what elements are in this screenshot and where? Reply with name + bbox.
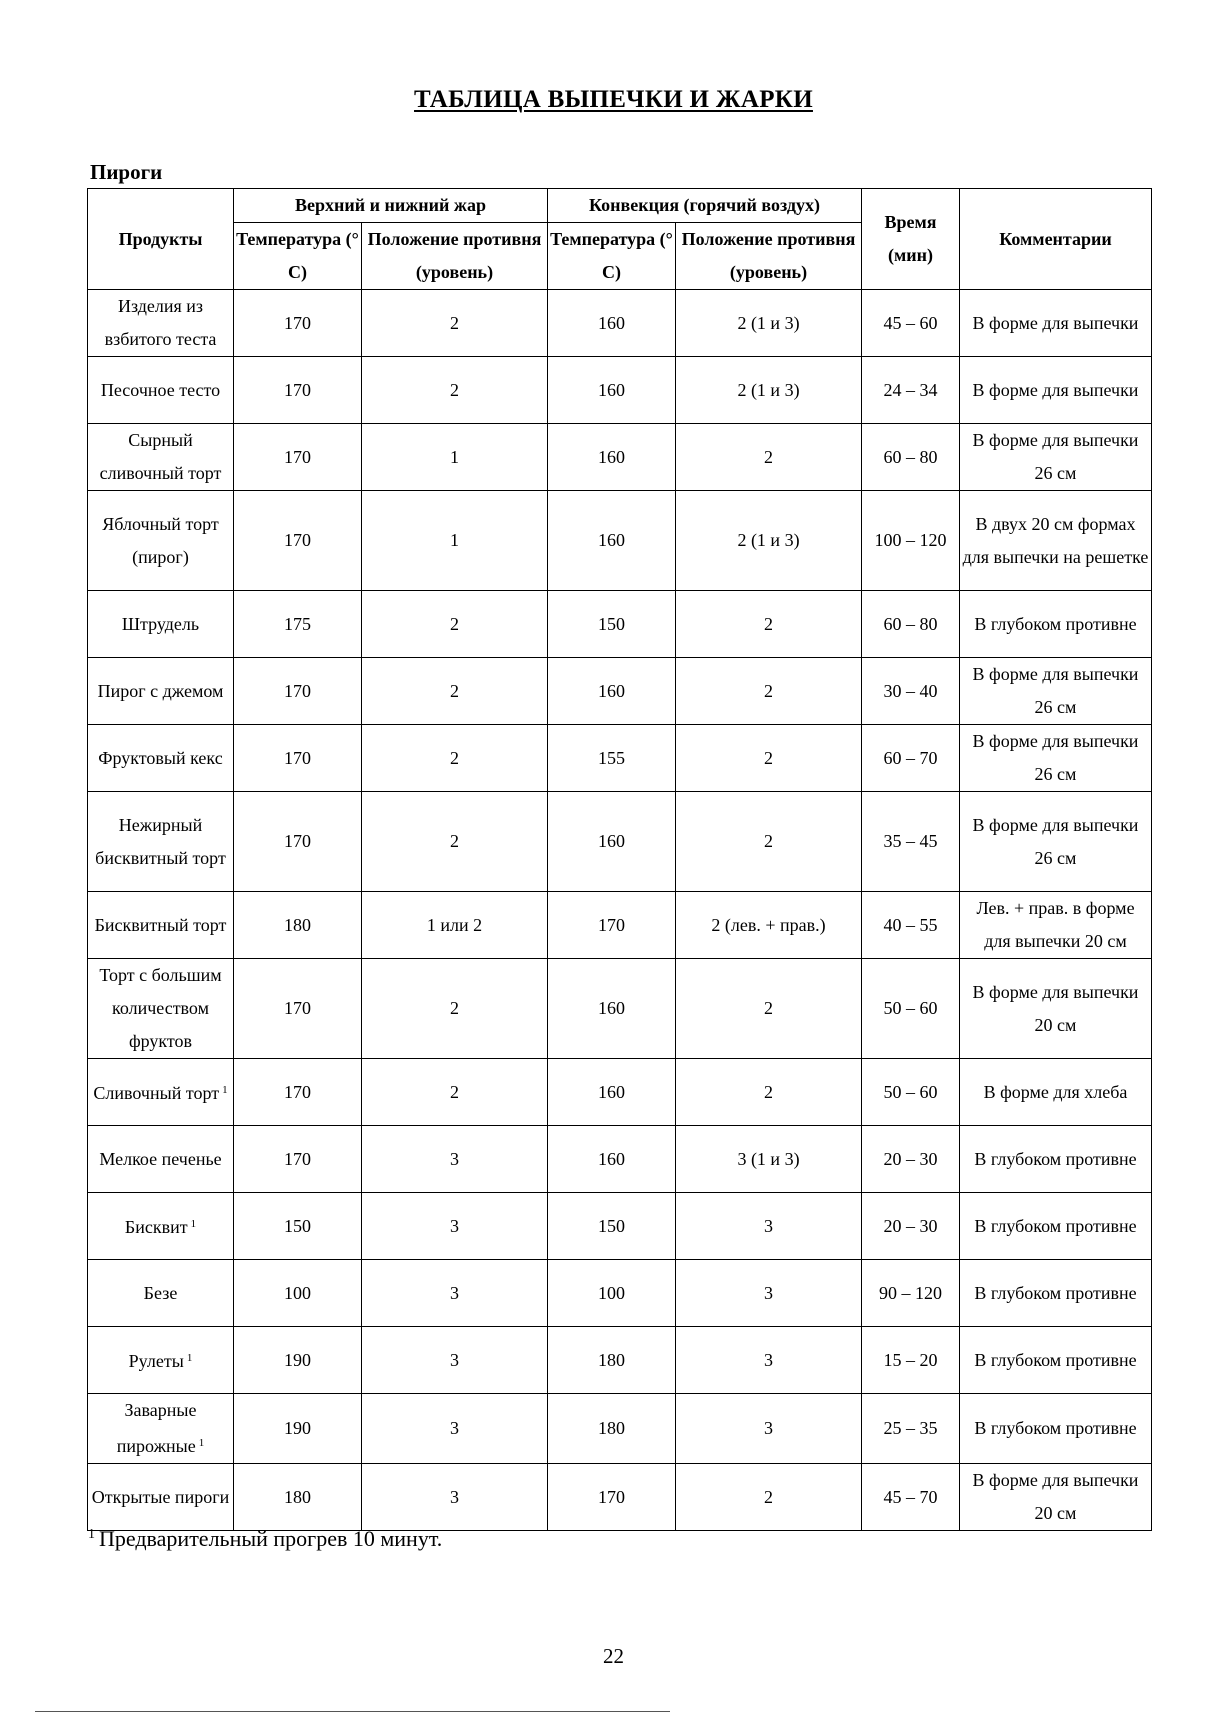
cell-time [862, 1193, 960, 1260]
page-number: 22 [603, 1644, 624, 1668]
cell-position-top-bottom [362, 1260, 548, 1327]
cell-comment [960, 658, 1152, 725]
cell-comment [960, 1059, 1152, 1126]
cell-temperature-convection-text: 170 [598, 1486, 625, 1507]
cell-temperature-convection-text: 160 [598, 831, 625, 851]
cell-position-convection-text: 2 [764, 613, 773, 634]
cell-time-text: 35 – 45 [883, 831, 938, 851]
table-row [88, 892, 1152, 959]
cell-position-convection [676, 959, 862, 1059]
cell-temperature-top-bottom [234, 1394, 362, 1464]
cell-time-text: 40 – 55 [883, 914, 938, 935]
cell-position-top-bottom [362, 357, 548, 424]
cell-position-convection-text: 3 [764, 1349, 773, 1370]
cell-comment [960, 1464, 1152, 1531]
header-products: Продукты [88, 189, 234, 290]
cell-temperature-convection-text: 160 [598, 680, 625, 701]
cell-position-convection [676, 491, 862, 591]
header-comments: Комментарии [960, 189, 1152, 290]
cell-temperature-convection [548, 1464, 676, 1531]
cell-position-top-bottom-text: 3 [450, 1486, 459, 1507]
cell-temperature-convection [548, 357, 676, 424]
cell-temperature-top-bottom-text: 170 [284, 747, 311, 768]
footnote-ref: 1 [198, 1437, 205, 1449]
cell-position-top-bottom-text: 3 [450, 1215, 459, 1236]
cell-comment-text: В глубоком противне [974, 1282, 1137, 1303]
cell-position-top-bottom-text: 3 [450, 1349, 459, 1370]
cell-product [88, 1059, 234, 1126]
cell-time [862, 892, 960, 959]
cell-temperature-top-bottom [234, 1059, 362, 1126]
table-row [88, 1059, 1152, 1126]
cell-temperature-top-bottom [234, 1193, 362, 1260]
footnote-ref: 1 [190, 1218, 197, 1230]
cell-temperature-convection [548, 959, 676, 1059]
cell-comment [960, 792, 1152, 892]
cell-comment [960, 591, 1152, 658]
cell-position-convection [676, 1126, 862, 1193]
cell-position-top-bottom-text: 2 [450, 379, 459, 400]
cell-comment [960, 892, 1152, 959]
cell-comment-text: В глубоком противне [974, 613, 1137, 634]
cell-comment [960, 491, 1152, 591]
cell-position-top-bottom-text: 3 [450, 1148, 459, 1169]
cell-temperature-top-bottom-text: 170 [284, 1081, 311, 1102]
cell-comment [960, 725, 1152, 792]
cell-time [862, 591, 960, 658]
cell-time-text: 45 – 70 [883, 1486, 938, 1507]
cell-position-convection-text: 3 [764, 1282, 773, 1303]
header-temperature-1: Температура (° C) [234, 223, 362, 290]
cell-temperature-convection-text: 160 [598, 998, 625, 1018]
baking-table [87, 188, 1152, 1531]
cell-position-top-bottom-text: 3 [450, 1282, 459, 1303]
cell-comment-text: В форме для выпечки 26 см [972, 664, 1139, 717]
cell-position-top-bottom [362, 1394, 548, 1464]
cell-position-top-bottom [362, 290, 548, 357]
cell-position-top-bottom-text: 1 [450, 446, 459, 467]
cell-time [862, 1394, 960, 1464]
cell-temperature-convection-text: 160 [598, 446, 625, 467]
cell-product [88, 1193, 234, 1260]
cell-product-text: Торт с большим количеством фруктов [99, 965, 222, 1051]
cell-comment-text: В форме для выпечки 20 см [972, 981, 1139, 1035]
cell-time-text: 45 – 60 [883, 312, 938, 333]
cell-temperature-convection-text: 100 [598, 1282, 625, 1303]
cell-temperature-convection-text: 160 [598, 312, 625, 333]
cell-temperature-top-bottom [234, 725, 362, 792]
cell-temperature-convection [548, 1193, 676, 1260]
cell-comment [960, 1394, 1152, 1464]
cell-comment [960, 1327, 1152, 1394]
cell-product [88, 1394, 234, 1464]
cell-temperature-top-bottom-text: 190 [284, 1418, 311, 1438]
table-row [88, 1327, 1152, 1394]
cell-position-convection-text: 2 [764, 747, 773, 768]
cell-temperature-convection [548, 1394, 676, 1464]
cell-product-text: Яблочный торт (пирог) [102, 513, 219, 567]
table-row [88, 491, 1152, 591]
cell-position-convection-text: 2 [764, 446, 773, 467]
cell-position-convection [676, 1193, 862, 1260]
cell-temperature-top-bottom [234, 1464, 362, 1531]
cell-temperature-top-bottom-text: 150 [284, 1215, 311, 1236]
cell-position-top-bottom-text: 1 [450, 530, 459, 550]
cell-temperature-top-bottom-text: 170 [284, 446, 311, 467]
cell-temperature-convection [548, 491, 676, 591]
cell-product [88, 591, 234, 658]
cell-temperature-convection [548, 1059, 676, 1126]
footnote-ref: 1 [186, 1352, 193, 1364]
cell-position-convection [676, 792, 862, 892]
cell-product-text: Штрудель [121, 613, 200, 634]
cell-position-top-bottom-text: 2 [450, 831, 459, 851]
cell-temperature-convection-text: 155 [598, 747, 625, 768]
cell-position-convection [676, 357, 862, 424]
table-row [88, 792, 1152, 892]
table-row [88, 1394, 1152, 1464]
cell-position-convection-text: 2 (1 и 3) [737, 312, 800, 333]
table-body [88, 290, 1152, 1531]
page-title: ТАБЛИЦА ВЫПЕЧКИ И ЖАРКИ [414, 86, 813, 113]
header-group-top-bottom: Верхний и нижний жар [234, 189, 548, 223]
cell-temperature-top-bottom-text: 100 [284, 1282, 311, 1303]
cell-temperature-convection [548, 792, 676, 892]
table-row [88, 591, 1152, 658]
cell-time-text: 50 – 60 [883, 1081, 938, 1102]
cell-time [862, 290, 960, 357]
cell-temperature-convection [548, 892, 676, 959]
cell-time [862, 1059, 960, 1126]
cell-temperature-convection-text: 150 [598, 613, 625, 634]
cell-time-text: 60 – 80 [883, 446, 938, 467]
cell-position-top-bottom [362, 959, 548, 1059]
cell-product [88, 1327, 234, 1394]
cell-temperature-top-bottom [234, 357, 362, 424]
cell-product [88, 658, 234, 725]
cell-product [88, 357, 234, 424]
footnote-text: Предварительный прогрев 10 минут. [99, 1526, 443, 1551]
cell-comment [960, 1193, 1152, 1260]
cell-position-top-bottom [362, 491, 548, 591]
cell-position-convection [676, 290, 862, 357]
cell-product [88, 1126, 234, 1193]
cell-temperature-convection-text: 180 [598, 1418, 625, 1438]
cell-position-top-bottom [362, 591, 548, 658]
cell-comment-text: В форме для выпечки 26 см [972, 430, 1139, 483]
cell-temperature-top-bottom [234, 591, 362, 658]
cell-position-top-bottom [362, 424, 548, 491]
cell-time-text: 60 – 80 [883, 613, 938, 634]
cell-temperature-top-bottom-text: 170 [284, 1148, 311, 1169]
cell-position-convection [676, 1464, 862, 1531]
cell-temperature-top-bottom [234, 1327, 362, 1394]
cell-time [862, 725, 960, 792]
cell-temperature-top-bottom [234, 1260, 362, 1327]
cell-position-top-bottom [362, 1464, 548, 1531]
cell-comment-text: В двух 20 см формах для выпечки на решетке [962, 513, 1149, 567]
table-row [88, 290, 1152, 357]
table-row [88, 658, 1152, 725]
cell-product-text: Нежирный бисквитный торт [95, 814, 226, 868]
cell-time [862, 357, 960, 424]
cell-product-text: Сливочный торт [93, 1083, 220, 1103]
cell-comment [960, 424, 1152, 491]
cell-product-text: Пирог с джемом [97, 680, 224, 701]
cell-temperature-top-bottom [234, 658, 362, 725]
cell-position-convection-text: 3 [764, 1418, 773, 1438]
table-row [88, 959, 1152, 1059]
cell-position-top-bottom-text: 3 [450, 1418, 459, 1438]
cell-position-convection-text: 2 (1 и 3) [737, 379, 800, 400]
cell-position-convection-text: 3 [764, 1215, 773, 1236]
table-row [88, 1260, 1152, 1327]
table-header [88, 189, 1152, 290]
cell-comment-text: В форме для выпечки 26 см [972, 814, 1139, 868]
cell-temperature-convection-text: 180 [598, 1349, 625, 1370]
cell-position-convection-text: 2 [764, 1081, 773, 1102]
cell-temperature-convection [548, 290, 676, 357]
cell-temperature-top-bottom [234, 290, 362, 357]
footnote [88, 1526, 442, 1552]
cell-position-convection-text: 2 [764, 680, 773, 701]
cell-temperature-convection [548, 658, 676, 725]
cell-time [862, 1464, 960, 1531]
cell-temperature-top-bottom [234, 892, 362, 959]
cell-position-top-bottom-text: 1 или 2 [426, 914, 483, 935]
cell-temperature-convection [548, 725, 676, 792]
cell-product [88, 792, 234, 892]
cell-comment-text: В форме для выпечки 20 см [972, 1470, 1139, 1523]
cell-temperature-top-bottom-text: 175 [284, 613, 311, 634]
table-row [88, 1464, 1152, 1531]
footnote-ref: 1 [222, 1084, 228, 1096]
bottom-rule [35, 1711, 670, 1712]
header-time: Время (мин) [862, 189, 960, 290]
cell-position-convection-text: 2 (1 и 3) [737, 530, 800, 550]
cell-time-text: 20 – 30 [883, 1215, 938, 1236]
cell-time [862, 792, 960, 892]
table-row [88, 1193, 1152, 1260]
cell-position-convection-text: 3 (1 и 3) [737, 1148, 800, 1169]
cell-temperature-convection-text: 160 [598, 530, 625, 550]
cell-comment [960, 357, 1152, 424]
cell-comment-text: В глубоком противне [974, 1349, 1137, 1370]
cell-position-convection [676, 1394, 862, 1464]
cell-comment-text: В форме для выпечки [972, 379, 1139, 400]
cell-temperature-convection-text: 160 [598, 1081, 625, 1102]
cell-temperature-top-bottom-text: 190 [284, 1349, 311, 1370]
cell-temperature-top-bottom-text: 180 [284, 914, 311, 935]
cell-time-text: 100 – 120 [874, 530, 947, 550]
cell-product-text: Бисквит [124, 1217, 188, 1237]
cell-position-top-bottom [362, 1327, 548, 1394]
table-row [88, 424, 1152, 491]
cell-temperature-convection [548, 1260, 676, 1327]
cell-position-top-bottom-text: 2 [450, 680, 459, 701]
cell-product-text: Песочное тесто [100, 379, 221, 400]
cell-time-text: 20 – 30 [883, 1148, 938, 1169]
cell-time [862, 1260, 960, 1327]
cell-temperature-convection [548, 1126, 676, 1193]
cell-product [88, 1464, 234, 1531]
cell-position-top-bottom [362, 1193, 548, 1260]
cell-position-top-bottom-text: 2 [450, 998, 459, 1018]
cell-temperature-top-bottom-text: 170 [284, 680, 311, 701]
cell-position-top-bottom-text: 2 [450, 312, 459, 333]
cell-product-text: Заварные пирожные [116, 1400, 197, 1456]
cell-comment-text: В глубоком противне [974, 1148, 1137, 1169]
cell-time [862, 1126, 960, 1193]
cell-comment-text: В форме для выпечки 26 см [972, 731, 1139, 784]
cell-temperature-convection-text: 160 [598, 1148, 625, 1169]
cell-position-top-bottom [362, 1059, 548, 1126]
cell-product [88, 959, 234, 1059]
cell-position-convection [676, 591, 862, 658]
cell-temperature-convection [548, 424, 676, 491]
cell-position-top-bottom [362, 658, 548, 725]
table-row [88, 1126, 1152, 1193]
cell-time-text: 15 – 20 [883, 1349, 938, 1370]
cell-product [88, 424, 234, 491]
cell-time-text: 30 – 40 [883, 680, 938, 701]
cell-comment-text: Лев. + прав. в форме для выпечки 20 см [976, 898, 1135, 951]
cell-position-top-bottom-text: 2 [450, 1081, 459, 1102]
cell-time-text: 60 – 70 [883, 747, 938, 768]
cell-temperature-top-bottom-text: 170 [284, 530, 311, 550]
cell-temperature-convection [548, 591, 676, 658]
header-temperature-2: Температура (° C) [548, 223, 676, 290]
footnote-mark: 1 [88, 1527, 95, 1542]
cell-product-text: Бисквитный торт [94, 914, 227, 935]
cell-comment-text: В форме для выпечки [972, 312, 1139, 333]
cell-product-text: Безе [143, 1282, 178, 1303]
cell-temperature-convection-text: 160 [598, 379, 625, 400]
cell-comment [960, 1260, 1152, 1327]
cell-time-text: 50 – 60 [883, 998, 938, 1018]
cell-position-convection [676, 1059, 862, 1126]
cell-time [862, 658, 960, 725]
cell-position-convection-text: 2 (лев. + прав.) [711, 914, 826, 935]
cell-position-convection [676, 658, 862, 725]
cell-comment [960, 290, 1152, 357]
cell-comment-text: В глубоком противне [974, 1418, 1137, 1438]
cell-temperature-top-bottom-text: 180 [284, 1486, 311, 1507]
cell-time-text: 25 – 35 [883, 1418, 938, 1438]
cell-temperature-top-bottom-text: 170 [284, 379, 311, 400]
cell-position-top-bottom [362, 892, 548, 959]
cell-time [862, 959, 960, 1059]
cell-position-top-bottom [362, 725, 548, 792]
cell-position-convection [676, 1327, 862, 1394]
cell-product-text: Изделия из взбитого теста [104, 296, 217, 349]
header-group-convection: Конвекция (горячий воздух) [548, 189, 862, 223]
cell-temperature-convection [548, 1327, 676, 1394]
cell-position-top-bottom [362, 792, 548, 892]
cell-temperature-convection-text: 170 [598, 914, 625, 935]
cell-product-text: Сырный сливочный торт [99, 430, 222, 483]
cell-product [88, 725, 234, 792]
cell-position-top-bottom [362, 1126, 548, 1193]
cell-position-convection-text: 2 [764, 831, 773, 851]
cell-position-convection [676, 424, 862, 491]
cell-position-convection [676, 1260, 862, 1327]
cell-product [88, 1260, 234, 1327]
cell-position-top-bottom-text: 2 [450, 613, 459, 634]
cell-position-convection [676, 892, 862, 959]
cell-time [862, 424, 960, 491]
cell-position-convection-text: 2 [764, 1486, 773, 1507]
table-row [88, 357, 1152, 424]
cell-comment-text: В форме для хлеба [983, 1081, 1128, 1102]
cell-temperature-top-bottom-text: 170 [284, 312, 311, 333]
cell-comment [960, 959, 1152, 1059]
cell-product [88, 290, 234, 357]
cell-product [88, 491, 234, 591]
header-position-1: Положение противня (уровень) [362, 223, 548, 290]
cell-position-convection-text: 2 [764, 998, 773, 1018]
cell-comment-text: В глубоком противне [974, 1215, 1137, 1236]
cell-temperature-top-bottom [234, 959, 362, 1059]
cell-product-text: Открытые пироги [91, 1486, 230, 1507]
section-title: Пироги [90, 160, 163, 184]
cell-time [862, 491, 960, 591]
cell-temperature-convection-text: 150 [598, 1215, 625, 1236]
cell-product-text: Рулеты [128, 1351, 184, 1371]
cell-position-top-bottom-text: 2 [450, 747, 459, 768]
header-position-2: Положение противня (уровень) [676, 223, 862, 290]
cell-comment [960, 1126, 1152, 1193]
table-row [88, 725, 1152, 792]
cell-temperature-top-bottom-text: 170 [284, 998, 311, 1018]
cell-product [88, 892, 234, 959]
cell-temperature-top-bottom [234, 1126, 362, 1193]
cell-product-text: Фруктовый кекс [98, 747, 223, 768]
cell-temperature-top-bottom [234, 424, 362, 491]
cell-position-convection [676, 725, 862, 792]
cell-time [862, 1327, 960, 1394]
cell-temperature-top-bottom [234, 491, 362, 591]
cell-time-text: 24 – 34 [883, 379, 938, 400]
cell-temperature-top-bottom [234, 792, 362, 892]
cell-product-text: Мелкое печенье [99, 1148, 222, 1169]
cell-temperature-top-bottom-text: 170 [284, 831, 311, 851]
cell-time-text: 90 – 120 [879, 1282, 942, 1303]
